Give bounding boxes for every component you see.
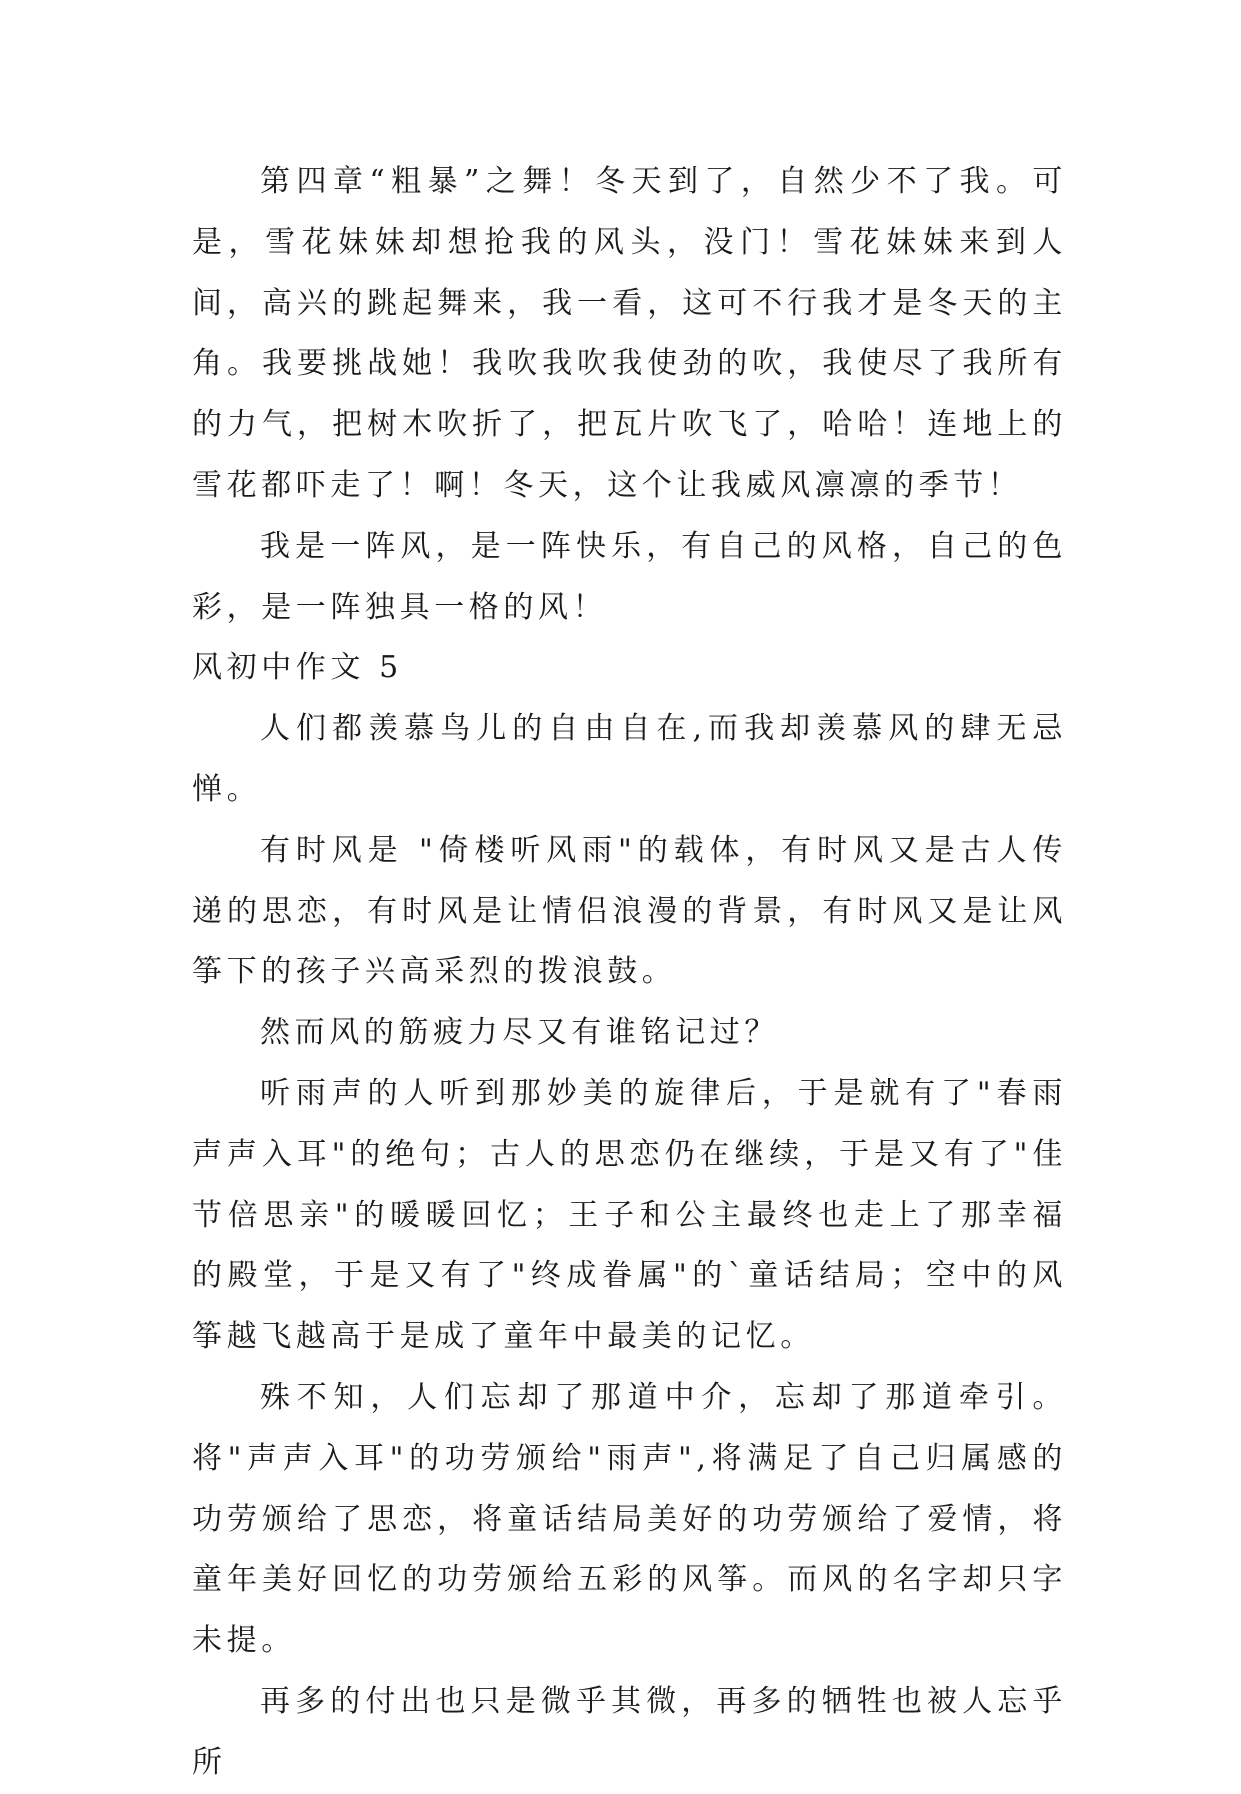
paragraph-who-remembers: 然而风的筋疲力尽又有谁铭记过？ — [260, 1015, 779, 1051]
section-title: 风初中作文 5 — [192, 650, 403, 686]
paragraph-envy-wind: 人们都羡慕鸟儿的自由自在,而我却羡慕风的肆无忌惮。 — [192, 711, 1067, 807]
paragraph-wind-identity: 我是一阵风，是一阵快乐，有自己的风格，自己的色彩，是一阵独具一格的风！ — [192, 528, 1067, 625]
paragraph-wind-roles: 有时风是 "倚楼听风雨"的载体，有时风又是古人传递的思恋，有时风是让情侣浪漫的背景，有时风又是让风筝下的孩子兴高采烈的拨浪鼓。 — [192, 832, 1067, 990]
document-page — [192, 152, 1067, 1794]
paragraph-rain-sound: 听雨声的人听到那妙美的旋律后，于是就有了"春雨声声入耳"的绝句；古人的思恋仍在继续，于是又有了"佳节倍思亲"的暖暖回忆；王子和公主最终也走上了那幸福的殿堂，于是又有了"终成眷属"的`童话结局；空中的风筝越飞越高于是成了童年中最美的记忆。 — [192, 1075, 1067, 1355]
paragraph-sacrifice: 再多的付出也只是微乎其微，再多的牺牲也被人忘乎所 — [192, 1683, 1067, 1780]
paragraph-chapter-four: 第四章“粗暴”之舞！冬天到了，自然少不了我。可是，雪花妹妹却想抢我的风头，没门！雪花妹妹来到人间，高兴的跳起舞来，我一看，这可不行我才是冬天的主角。我要挑战她！我吹我吹我使劲的吹，我使尽了我所有的力气，把树木吹折了，把瓦片吹飞了，哈哈！连地上的雪花都吓走了！啊！冬天，这个让我威风凛凛的季节！ — [192, 164, 1067, 503]
paragraph-forgotten-credit: 殊不知，人们忘却了那道中介，忘却了那道牵引。将"声声入耳"的功劳颁给"雨声",将满足了自己归属感的功劳颁给了思恋，将童话结局美好的功劳颁给了爱情，将童年美好回忆的功劳颁给五彩的风筝。而风的名字却只字未提。 — [192, 1379, 1067, 1659]
